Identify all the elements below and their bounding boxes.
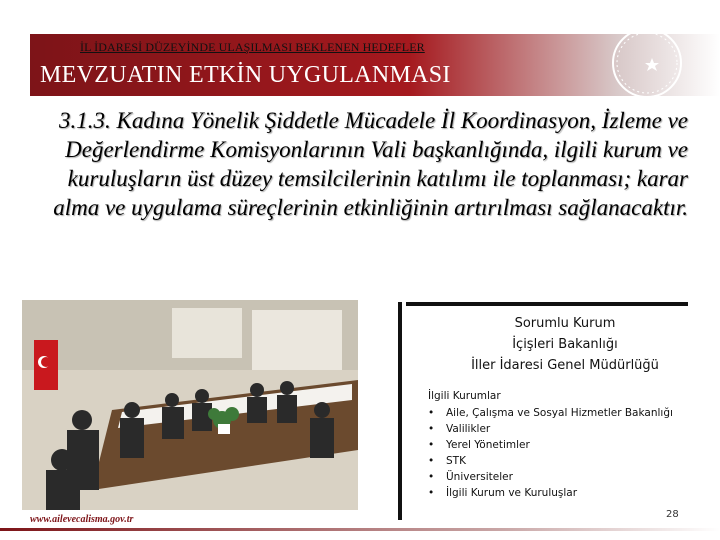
bullet: •	[428, 439, 435, 451]
list-item: • Yerel Yönetimler	[428, 439, 530, 451]
bullet: •	[428, 455, 435, 467]
bullet: •	[428, 423, 435, 435]
header-subtitle: İL İDARESİ DÜZEYİNDE ULAŞILMASI BEKLENEN HEDEFLER	[80, 40, 425, 54]
page-number: 28	[666, 509, 679, 520]
divider-vertical	[398, 302, 402, 520]
footer-line	[0, 528, 720, 531]
responsible-ministry: İçişleri Bakanlığı	[512, 337, 618, 352]
bullet: •	[428, 407, 435, 419]
bullet: •	[428, 487, 435, 499]
list-item: • İlgili Kurum ve Kuruluşlar	[428, 487, 578, 499]
divider-horizontal	[406, 302, 688, 306]
meeting-photo	[22, 300, 358, 510]
responsible-heading: Sorumlu Kurum	[514, 316, 616, 331]
responsible-directorate: İller İdaresi Genel Müdürlüğü	[471, 358, 659, 373]
list-item: • Valilikler	[428, 423, 491, 435]
list-item: • Aile, Çalışma ve Sosyal Hizmetler Bakanlığı	[428, 407, 673, 419]
responsible-institution	[420, 313, 710, 376]
lead-text: 3.1.3. Kadına Yönelik Şiddetle Mücadele İl Koordinasyon, İzleme ve Değerlendirme Komisyonlarının Vali başkanlığında, ilgili kurum ve kuruluşların üst düzey temsilcilerinin katılımı ile toplanması; karar alma ve uygulama süreçlerinin etkinliğinin artırılması sağlanacaktır.	[53, 108, 688, 220]
list-item: • Üniversiteler	[428, 471, 513, 483]
related-list	[428, 405, 673, 501]
list-item: • STK	[428, 455, 466, 467]
bullet: •	[428, 471, 435, 483]
footer-url: www.ailevecalisma.gov.tr	[30, 514, 134, 525]
ministry-logo-icon	[610, 26, 684, 100]
related-heading: İlgili Kurumlar	[428, 390, 501, 402]
header-title: MEVZUATIN ETKİN UYGULANMASI	[40, 62, 451, 88]
